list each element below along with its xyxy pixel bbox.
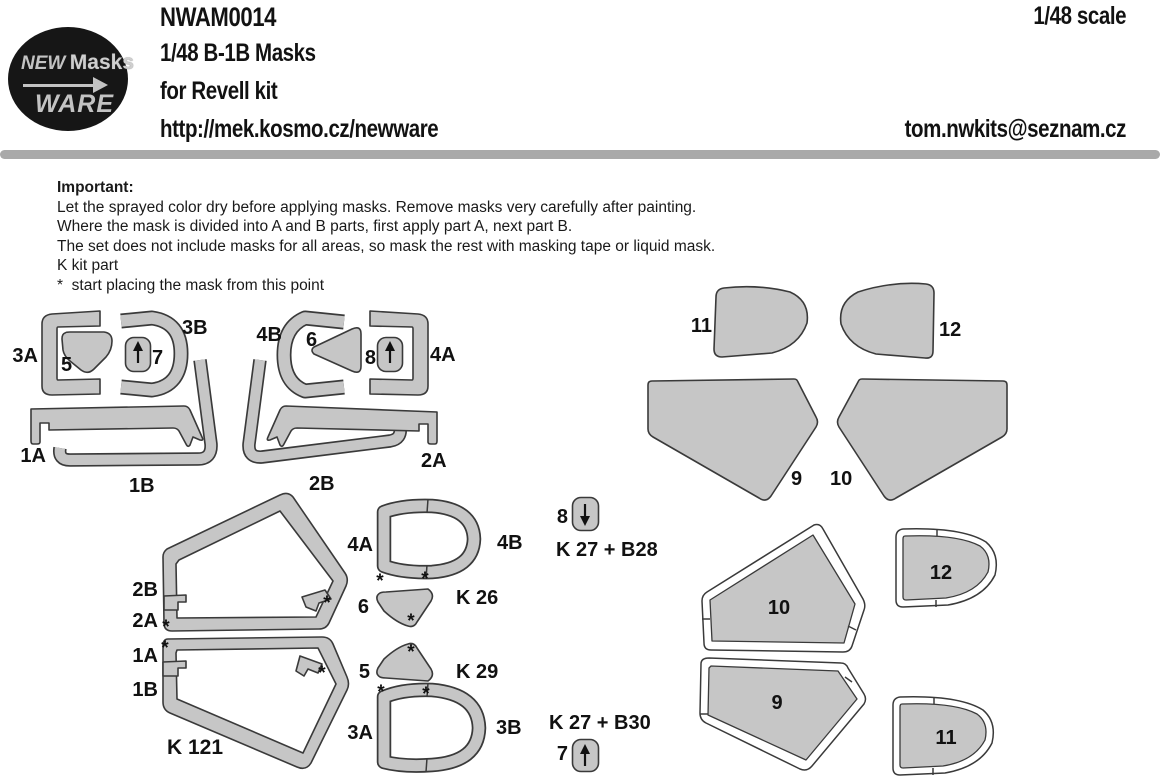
label-k27-b30: K 27 + B30	[549, 712, 651, 734]
label-pane-10: 10	[767, 597, 791, 619]
label-frame-1a: 1A	[132, 645, 158, 667]
start-point-asterisk: *	[318, 663, 326, 684]
mask-ring-3a3b-fill	[384, 690, 479, 766]
label-mc-6: 6	[357, 596, 369, 618]
label-3a: 3A	[12, 345, 38, 367]
label-1a: 1A	[20, 445, 46, 467]
mask-part-6	[312, 328, 361, 372]
label-5: 5	[61, 354, 73, 376]
split-mark	[426, 758, 427, 772]
window-frame-2ab	[163, 493, 347, 631]
label-2a: 2A	[421, 450, 447, 472]
mask-part-12	[841, 283, 934, 358]
logo-ware-text: WARE	[35, 90, 114, 118]
label-mid-7: 7	[556, 743, 568, 765]
label-4b: 4B	[256, 324, 282, 346]
label-k26: K 26	[456, 587, 499, 609]
label-3b: 3B	[182, 317, 208, 339]
label-12: 12	[939, 319, 962, 341]
scale-text: 1/48 scale	[1033, 2, 1126, 30]
label-11: 11	[690, 315, 712, 337]
mask-ring-4a4b-fill	[384, 506, 474, 572]
start-point-asterisk: *	[377, 682, 385, 703]
start-point-asterisk: *	[421, 569, 429, 590]
label-10: 10	[830, 468, 853, 490]
label-mc-5: 5	[358, 661, 370, 683]
label-pane-11: 11	[935, 727, 957, 749]
notes-heading: Important:	[57, 179, 134, 196]
mask-part-5-mid	[377, 644, 433, 682]
note-line: K kit part	[57, 257, 119, 274]
label-1b: 1B	[129, 475, 155, 497]
start-point-asterisk: *	[422, 684, 430, 705]
label-frame-1b: 1B	[132, 679, 158, 701]
start-point-asterisk: *	[323, 593, 331, 614]
label-4a: 4A	[430, 344, 456, 366]
product-title: 1/48 B-1B Masks	[160, 39, 316, 67]
label-mc-4b: 4B	[497, 532, 523, 554]
label-pane-12: 12	[929, 562, 953, 584]
mask-part-11	[714, 287, 807, 357]
logo-new-text: NEW	[21, 53, 66, 74]
website-url: http://mek.kosmo.cz/newware	[160, 115, 439, 143]
label-k27-b28: K 27 + B28	[556, 539, 658, 561]
note-line: The set does not include masks for all areas, so mask the rest with masking tape or liquid mask.	[57, 237, 716, 255]
note-line: Where the mask is divided into A and B parts, first apply part A, next part B.	[57, 218, 573, 235]
frame-2ab-left-notch	[164, 595, 186, 610]
label-9: 9	[791, 468, 803, 490]
label-frame-2b: 2B	[132, 579, 158, 601]
logo-masks-text: Masks	[69, 51, 134, 74]
mask-strip-1a	[31, 406, 203, 446]
label-pane-9: 9	[771, 692, 783, 714]
note-line: Let the sprayed color dry before applying masks. Remove masks very carefully after painting.	[57, 198, 697, 216]
label-k29: K 29	[456, 661, 499, 683]
label-mc-3a: 3A	[347, 722, 373, 744]
start-point-asterisk: *	[407, 642, 415, 663]
label-2b: 2B	[309, 473, 335, 495]
label-6: 6	[306, 329, 318, 351]
split-mark	[427, 499, 428, 513]
start-point-asterisk: *	[161, 638, 169, 659]
start-point-asterisk: *	[376, 571, 384, 592]
start-point-asterisk: *	[162, 617, 170, 638]
product-subtitle: for Revell kit	[160, 77, 278, 105]
label-8: 8	[364, 347, 376, 369]
frame-1ab-left-notch	[163, 661, 186, 676]
label-mc-4a: 4A	[347, 534, 373, 556]
label-frame-2a: 2A	[132, 610, 158, 632]
label-mid-8: 8	[556, 506, 568, 528]
label-mc-3b: 3B	[496, 717, 522, 739]
label-k121: K 121	[167, 736, 224, 759]
product-code: NWAM0014	[160, 2, 277, 32]
mask-part-10	[838, 379, 1008, 500]
contact-email: tom.nwkits@seznam.cz	[904, 115, 1126, 143]
note-line: * start placing the mask from this point	[57, 276, 325, 294]
start-point-asterisk: *	[407, 611, 415, 632]
mask-part-6-mid	[377, 589, 433, 627]
label-7: 7	[152, 347, 164, 369]
